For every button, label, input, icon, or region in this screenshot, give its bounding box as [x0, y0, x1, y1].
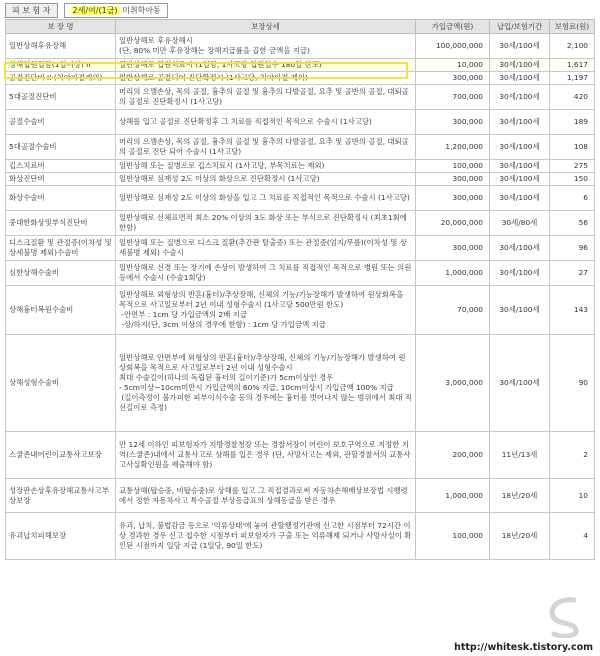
coverage-premium: 90 — [550, 335, 595, 432]
table-row — [6, 211, 595, 236]
coverage-period: 30세/100세 — [490, 236, 550, 261]
coverage-premium: 56 — [550, 211, 595, 236]
table-row — [6, 335, 595, 432]
coverage-amount: 300,000 — [416, 186, 490, 211]
coverage-period: 30세/100세 — [490, 110, 550, 135]
coverage-premium: 2 — [550, 432, 595, 479]
table-row — [6, 72, 595, 85]
coverage-amount: 1,000,000 — [416, 479, 490, 513]
coverage-amount: 100,000,000 — [416, 34, 490, 59]
coverage-name: 유괴납치피해보장 — [6, 513, 116, 560]
coverage-period: 18년/20세 — [490, 479, 550, 513]
table-row — [6, 135, 595, 160]
coverage-detail: 일반상해로 외형상의 반흔(흉터)/추상장해, 신체의 기능/기능장해가 발생하여 원상회복을 목적으로 사고일로부터 2년 이내 성형수술시 (1사고당 500만원 한도) -안면부 : 1cm 당 가입금액의 2배 지급 -상/하지(단, 3cm 이상의 경우에 한함) : 1cm 당 가입금액 지급 — [116, 286, 416, 335]
table-row — [6, 85, 595, 110]
col-header-name: 보 장 명 — [6, 20, 116, 34]
table-row — [6, 479, 595, 513]
coverage-name: 중대한화상및부식진단비 — [6, 211, 116, 236]
table-row — [6, 110, 595, 135]
coverage-name: 성장판손상후유장해교통사고부상보장 — [6, 479, 116, 513]
table-row — [6, 286, 595, 335]
coverage-amount: 1,200,000 — [416, 135, 490, 160]
table-row — [6, 432, 595, 479]
coverage-amount: 70,000 — [416, 286, 490, 335]
coverage-amount: 300,000 — [416, 236, 490, 261]
coverage-detail: 일반상해로 안면부에 외형상의 반흔(흉터)/추상장해, 신체의 기능/기능장해가 발생하여 원상회복을 목적으로 사고일로부터 2년 이내 성형수술시 최대 수술길이(하나의 독립된 흉터의 길이기준)가 5cm이상인 경우 - 5cm이상~10cm미만시 가입금액의 60% 지급, 10cm이상시 가입금액 100% 지급 (길이측정이 불가피한 피부이식수술 등의 경우에는 흉터를 벗어나지 않는 범위에서 최대 직선길이로 측정) — [116, 335, 416, 432]
coverage-name: 골절진단비 II (치아파절제외) — [6, 72, 116, 85]
coverage-detail: 일반상해로 심재성 2도 이상의 화상을 입고 그 치료를 직접적인 목적으로 수술시 (1사고당) — [116, 186, 416, 211]
coverage-detail: 일반상해 또는 질병으로 깁스치료시 (1사고당, 부목치료는 제외) — [116, 160, 416, 173]
coverage-premium: 189 — [550, 110, 595, 135]
coverage-period: 30세/100세 — [490, 85, 550, 110]
coverage-premium: 4 — [550, 513, 595, 560]
col-header-detail: 보장상세 — [116, 20, 416, 34]
coverage-premium: 420 — [550, 85, 595, 110]
coverage-period: 30세/100세 — [490, 135, 550, 160]
coverage-detail: 일반상해로 입원치료시 (1일당, 1사고당 입원일수 180일 한도) — [116, 59, 416, 72]
coverage-name: 상해흉터복원수술비 — [6, 286, 116, 335]
coverage-premium: 275 — [550, 160, 595, 173]
coverage-amount: 300,000 — [416, 72, 490, 85]
table-row — [6, 261, 595, 286]
coverage-detail: 머리의 으깸손상, 목의 골절, 흉추의 골절 및 흉추의 다발골절, 요추 및 골반의 골절, 대퇴골의 골절로 진단 되어 수술시 (1사고당) — [116, 135, 416, 160]
insured-value-highlight: 2세/여/(1급) — [72, 5, 118, 15]
coverage-detail: 일반상해 또는 질병으로 디스크 질환(추간판 탈출증) 또는 관절증(엄지/무릎)(이차성 및 상세불명 제외) 수술시 — [116, 236, 416, 261]
coverage-period: 30세/100세 — [490, 186, 550, 211]
table-row — [6, 186, 595, 211]
coverage-amount: 10,000 — [416, 59, 490, 72]
coverage-name: 상해성형수술비 — [6, 335, 116, 432]
table-row — [6, 513, 595, 560]
coverage-period: 30세/100세 — [490, 335, 550, 432]
coverage-amount: 20,000,000 — [416, 211, 490, 236]
coverage-amount: 100,000 — [416, 513, 490, 560]
table-row — [6, 34, 595, 59]
coverage-premium: 6 — [550, 186, 595, 211]
coverage-name: 5대골절진단비 — [6, 85, 116, 110]
coverage-amount: 100,000 — [416, 160, 490, 173]
coverage-amount: 200,000 — [416, 432, 490, 479]
coverage-premium: 2,100 — [550, 34, 595, 59]
coverage-detail: 일반상해로 심재성 2도 이상의 화상으로 진단확정시 (1사고당) — [116, 173, 416, 186]
coverage-detail: 일반상해로 골절되어 진단확정시 (1사고당, 치아파절 제외) — [116, 72, 416, 85]
coverage-period: 30세/100세 — [490, 160, 550, 173]
col-header-period: 납입/보험기간 — [490, 20, 550, 34]
watermark-url: http://whitesk.tistory.com — [454, 642, 593, 653]
coverage-detail: 만 12세 이하인 피보험자가 지방경찰청장 또는 경찰서장이 어린이 보호구역으로 지정한 지역(스쿨존)내에서 교통사고로 상해를 입은 경우 (단, 사망사고는 제외, 관할경찰서의 교통사고사실확인원을 제출해야 함) — [116, 432, 416, 479]
insured-header — [5, 3, 168, 17]
coverage-name: 골절수술비 — [6, 110, 116, 135]
coverage-period: 30세/100세 — [490, 59, 550, 72]
coverage-name: 디스크질환 및 관절증(이차성 및 상세불명 제외)수술비 — [6, 236, 116, 261]
insured-label: 피 보 험 자 — [5, 3, 58, 18]
coverage-name: 심한상해수술비 — [6, 261, 116, 286]
coverage-amount: 300,000 — [416, 173, 490, 186]
coverage-detail: 유괴, 납치, 불법감금 등으로 '억류상태'에 놓여 관할행정기관에 신고한 시점부터 72시간 이상 경과한 경우 신고 접수한 시점부터 피보험자가 구출 또는 억류해제 되거나 사망사실이 확인된 시점까지 일당 지급 (1일당, 90일 한도) — [116, 513, 416, 560]
coverage-amount: 700,000 — [416, 85, 490, 110]
coverage-name: 스쿨존내어린이교통사고보장 — [6, 432, 116, 479]
watermark-logo — [540, 594, 586, 638]
coverage-period: 30세/100세 — [490, 34, 550, 59]
table-row — [6, 59, 595, 72]
insured-value-suffix: 미취학아동 — [119, 5, 161, 15]
coverage-name: 일반상해후유장해 — [6, 34, 116, 59]
coverage-period: 30세/100세 — [490, 261, 550, 286]
coverage-period: 11년/13세 — [490, 432, 550, 479]
coverage-detail: 일반상해로 신경 또는 장기에 손상이 발생하여 그 치료를 직접적인 목적으로 병원 또는 의원 등에서 수술시 (수술1회당) — [116, 261, 416, 286]
coverage-amount: 1,000,000 — [416, 261, 490, 286]
coverage-detail: 일반상해로 후유장해시 (단, 80% 미만 후유장해는 장해지급률을 곱한 금액을 지급) — [116, 34, 416, 59]
coverage-name: 5대골절수술비 — [6, 135, 116, 160]
coverage-detail: 머리의 으깸손상, 목의 골절, 흉추의 골절 및 흉추의 다발골절, 요추 및 골반의 골절, 대퇴골의 골절로 진단확정시 (1사고당) — [116, 85, 416, 110]
insured-value — [64, 3, 168, 18]
coverage-amount: 300,000 — [416, 110, 490, 135]
coverage-name: 화상수술비 — [6, 186, 116, 211]
table-row — [6, 236, 595, 261]
coverage-period: 30세/80세 — [490, 211, 550, 236]
table-row — [6, 160, 595, 173]
table-header-row — [6, 20, 595, 34]
table-row — [6, 173, 595, 186]
coverage-premium: 1,197 — [550, 72, 595, 85]
coverage-detail: 교통상해(탑승중, 비탑승중)로 상해를 입고 그 직접결과로써 자동차손해배상보장법 시행령에서 정한 자동차사고 특수골절 부상등급표의 상해등급을 받은 경우 — [116, 479, 416, 513]
coverage-amount: 3,000,000 — [416, 335, 490, 432]
coverage-name: 깁스치료비 — [6, 160, 116, 173]
coverage-premium: 10 — [550, 479, 595, 513]
coverage-premium: 27 — [550, 261, 595, 286]
coverage-table — [5, 19, 595, 560]
coverage-detail: 상해를 입고 골절로 진단확정후 그 치료를 직접적인 목적으로 수술시 (1사고당) — [116, 110, 416, 135]
coverage-premium: 143 — [550, 286, 595, 335]
coverage-premium: 96 — [550, 236, 595, 261]
coverage-detail: 일반상해로 신체표면적 최소 20% 이상의 3도 화상 또는 부식으로 진단확정시 (최초1회에 한함) — [116, 211, 416, 236]
coverage-name: 화상진단비 — [6, 173, 116, 186]
coverage-premium: 1,617 — [550, 59, 595, 72]
coverage-period: 30세/100세 — [490, 286, 550, 335]
coverage-period: 30세/100세 — [490, 173, 550, 186]
coverage-premium: 150 — [550, 173, 595, 186]
coverage-period: 18년/20세 — [490, 513, 550, 560]
col-header-premium: 보험료(원) — [550, 20, 595, 34]
coverage-name: 상해입원일당(1일이상) II — [6, 59, 116, 72]
coverage-period: 30세/100세 — [490, 72, 550, 85]
coverage-premium: 108 — [550, 135, 595, 160]
col-header-amount: 가입금액(원) — [416, 20, 490, 34]
